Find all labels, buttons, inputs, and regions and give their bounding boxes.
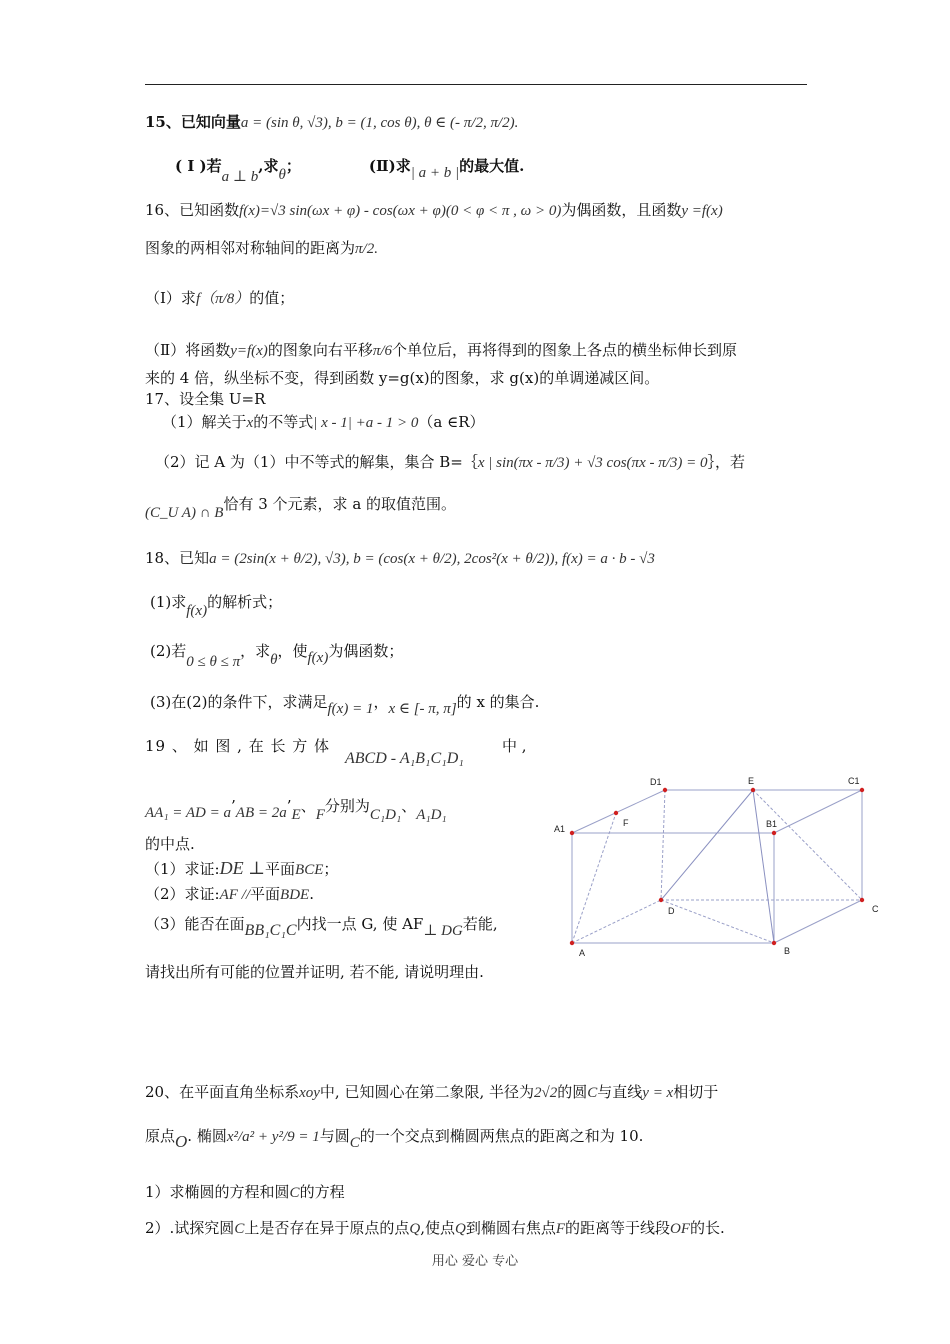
q15-theta: θ [278, 167, 286, 183]
q18-part1-label: (1)求 [150, 593, 187, 611]
q16-pi-half: π/2. [355, 241, 378, 257]
q16-shift: 的图象向右平移 [267, 341, 373, 359]
line-d-b [661, 900, 774, 943]
q20-part2-label: 2）.试探究圆 [145, 1219, 235, 1237]
q15-math: a = (sin θ, √3), b = (1, cos θ), θ ∈ (- π/2, π/2). [240, 115, 519, 131]
q16-value: 的值； [249, 289, 295, 307]
q15-ask: ,求 [258, 157, 279, 175]
q19-find-g: 内找一点 G, 使 AF [296, 915, 424, 933]
q19-plane1: 平面 [265, 860, 296, 878]
q17-three-elements: 恰有 3 个元素，求 a 的取值范围。 [223, 495, 457, 513]
line-d-e [661, 790, 753, 900]
q20-xoy: xoy [299, 1085, 320, 1101]
q20-ellipse-eq: x²/a² + y²/9 = 1 [226, 1129, 320, 1145]
q19-line1 [145, 736, 330, 756]
header-rule [145, 84, 807, 85]
q17-part2-label: （2）记 A 为（1）中不等式的解集，集合 B=｛ [155, 453, 478, 471]
q20-part1-label: 1）求椭圆的方程和圆 [145, 1183, 290, 1201]
q17-complement: (C_U A) ∩ B [145, 505, 224, 521]
q20-with-circle: 与圆 [319, 1127, 350, 1145]
q19-bce: BCE [295, 862, 324, 878]
q17-x: x [246, 415, 254, 431]
q19-p1-label: （1）求证: [145, 860, 220, 878]
label-b1: B1 [766, 819, 778, 829]
q18-part1 [150, 592, 283, 619]
point-f [614, 811, 618, 815]
q19-respectively: 分别为 [324, 797, 370, 815]
q19-f: F [315, 807, 325, 823]
q18-line1 [145, 548, 655, 569]
q16-part2-label: （Ⅱ）将函数 [145, 341, 231, 359]
q20-q2: Q [454, 1221, 466, 1237]
q19-p1 [145, 858, 338, 880]
q18-theta: θ [270, 652, 278, 668]
q20-sum: 的一个交点到椭圆两焦点的距离之和为 10. [359, 1127, 644, 1145]
q18-vectors: a = (2sin(x + θ/2), √3), b = (cos(x + θ/2), 2cos²(x + θ/2)), f(x) = a · b - √3 [209, 551, 655, 567]
line-e-c [753, 790, 862, 900]
q18-fx1: f(x) = 1 [327, 701, 374, 717]
point-b [772, 941, 776, 945]
q20-c2: C [349, 1135, 360, 1151]
label-a1: A1 [554, 824, 566, 834]
q17-part3 [145, 494, 457, 521]
q19-p2 [145, 884, 314, 905]
q18-fx: f(x) [186, 603, 208, 619]
q16-even: 为偶函数，且函数 [561, 201, 682, 219]
q16-stretch: 个单位后，再将得到的图象上各点的横坐标伸长到原 [392, 341, 738, 359]
q17-set-b: x | sin(πx - π/3) + √3 cos(πx - π/3) = 0 [477, 455, 708, 471]
edge-a-d [572, 900, 661, 943]
q18-part2 [150, 641, 404, 670]
q20-length: 的长. [690, 1219, 725, 1237]
q19-de-perp: DE ⊥ [219, 858, 266, 878]
q19-p4: 请找出所有可能的位置并证明, 若不能, 请说明理由. [145, 963, 484, 981]
q17-line1: 17、设全集 U=R [145, 390, 266, 408]
q20-part1-c: C [289, 1185, 300, 1201]
point-b1 [772, 831, 776, 835]
page-footer: 用心 爱心 专心 [431, 1254, 519, 1269]
q20-q: Q [409, 1221, 421, 1237]
q19-a1d1: A₁D₁ [416, 807, 447, 823]
q19-e: E [291, 807, 301, 823]
q20-focus: 到椭圆右焦点 [465, 1219, 556, 1237]
q17-ineq-text: 的不等式 [253, 413, 314, 431]
q20-line2 [145, 1126, 644, 1151]
q16-part2-line2: 来的 4 倍，纵坐标不变，得到函数 y=g(x)的图象，求 g(x)的单调递减区间。 [145, 369, 660, 387]
q20-part2 [145, 1218, 725, 1239]
q17-inequality: | x - 1| +a - 1 > 0 [313, 415, 419, 431]
q20-exists: 上是否存在异于原点的点 [244, 1219, 410, 1237]
q19-perp-dg: ⊥ DG [423, 923, 463, 939]
q16-f-pi8: f（π/8） [195, 291, 250, 307]
q19-cuboid: ABCD - A₁B₁C₁D₁ [345, 750, 464, 767]
q15-line2 [175, 156, 525, 185]
q20-such: ,使点 [420, 1219, 455, 1237]
q18-part2-label: (2)若 [150, 642, 187, 660]
point-a [570, 941, 574, 945]
label-b: B [784, 946, 791, 956]
q16-pi6: π/6 [372, 343, 393, 359]
q16-distance: 图象的两相邻对称轴间的距离为 [145, 239, 356, 257]
q15-max: 的最大值. [459, 157, 525, 175]
q16-part1 [145, 288, 294, 309]
label-d: D [668, 906, 675, 916]
q20-y-eq-x: y = x [642, 1085, 674, 1101]
q19-plane2: 平面 [250, 885, 281, 903]
point-a1 [570, 831, 574, 835]
edge-b-c [774, 900, 862, 943]
q17-part1-label: （1）解关于 [162, 413, 247, 431]
q16-stem: 16、已知函数 [145, 201, 240, 219]
q20-part2-c: C [234, 1221, 245, 1237]
q19-p3-label: （3）能否在面 [145, 915, 245, 933]
q19-bde: BDE [280, 887, 310, 903]
q16-line1 [145, 200, 723, 221]
q19-if-can: 若能, [462, 915, 498, 933]
q19-line2 [145, 796, 447, 823]
q19-sep3: 、 [300, 797, 316, 815]
q18-x-range: x ∈ [- π, π] [388, 701, 457, 717]
point-c [860, 898, 864, 902]
q15-abs: | a + b | [410, 165, 460, 181]
q16-function: f(x)=√3 sin(ωx + φ) - cos(ωx + φ)(0 < φ < π , ω > 0) [239, 203, 562, 219]
q17-part2 [155, 452, 745, 473]
q19-p2-end: . [309, 885, 314, 903]
q19-sep4: 、 [401, 797, 417, 815]
cuboid-figure [548, 770, 888, 970]
q16-yfx: y =f(x) [681, 203, 723, 219]
q15-part1-label: ( I )若 [175, 157, 222, 175]
q19-stem: 19 、 如 图 , 在 长 方 体 [145, 737, 331, 755]
q16-part2 [145, 340, 737, 361]
label-a: A [579, 948, 586, 958]
q17-part1 [162, 412, 484, 433]
q20-f: F [555, 1221, 565, 1237]
point-e [751, 788, 755, 792]
q17-a-real: （a ∈R） [418, 413, 485, 431]
q19-sep2: ’ [286, 797, 292, 815]
q19-bb1c1c: BB₁C₁C [244, 922, 297, 939]
q18-stem: 18、已知 [145, 549, 210, 567]
point-c1 [860, 788, 864, 792]
q15-stem: 15、已知向量 [145, 113, 241, 131]
q20-part1-eq: 的方程 [299, 1183, 345, 1201]
q19-box [345, 748, 464, 769]
q18-part3 [150, 692, 540, 717]
q19-sep1: ’ [231, 797, 236, 815]
q18-find: ，求 [240, 642, 271, 660]
q20-origin: 原点 [145, 1127, 176, 1145]
q16-line2 [145, 238, 378, 259]
line-e-b [753, 790, 774, 943]
q20-center: 中, 已知圆心在第二象限, 半径为 [319, 1083, 534, 1101]
q16-part1-label: （Ⅰ）求 [145, 289, 196, 307]
q18-such-that: ，使 [277, 642, 308, 660]
q19-p1-end: ； [323, 860, 339, 878]
edge-c1-b1 [774, 790, 862, 833]
q19-p3 [145, 914, 498, 939]
q20-o: O [175, 1132, 188, 1151]
label-f: F [623, 818, 629, 828]
label-c: C [872, 904, 879, 914]
q20-line1 [145, 1082, 718, 1103]
label-e: E [748, 776, 755, 786]
q15-part2-label: (Ⅱ)求 [368, 157, 411, 175]
q19-line3: 的中点. [145, 835, 195, 853]
q17-if: ｝，若 [707, 453, 746, 471]
q18-theta-range: 0 ≤ θ ≤ π [186, 654, 241, 670]
label-d1: D1 [650, 777, 662, 787]
q18-part3-label: (3)在(2)的条件下，求满足 [150, 693, 328, 711]
q20-circle: 的圆 [557, 1083, 588, 1101]
q19-af-parallel: AF // [219, 887, 251, 903]
q18-set: 的 x 的集合. [456, 693, 540, 711]
q18-comma: ， [373, 693, 389, 711]
q16-part2-func: y=f(x) [230, 343, 268, 359]
q20-tangent: 相切于 [673, 1083, 719, 1101]
q19-ab: AB = 2a [235, 805, 287, 821]
q20-of: OF [670, 1221, 691, 1237]
edge-d1-d [661, 790, 665, 900]
edge-a1-d1 [572, 790, 665, 833]
q19-aa1: AA₁ = AD = a [145, 805, 232, 821]
point-d1 [663, 788, 667, 792]
q19-in: 中 , [502, 737, 527, 755]
q20-radius: 2√2 [534, 1085, 558, 1101]
q19-p2-label: （2）求证: [145, 885, 220, 903]
q20-stem: 20、在平面直角坐标系 [145, 1083, 300, 1101]
point-d [659, 898, 663, 902]
q18-fx-even: f(x) [307, 650, 329, 666]
label-c1: C1 [848, 776, 860, 786]
q18-even: 为偶函数； [328, 642, 404, 660]
q15-line1 [145, 112, 518, 133]
q20-c: C [587, 1085, 598, 1101]
q20-part1 [145, 1182, 345, 1203]
q18-analytic: 的解析式； [207, 593, 283, 611]
q20-equal: 的距离等于线段 [565, 1219, 671, 1237]
q20-line: 与直线 [597, 1083, 643, 1101]
q15-perp: a ⊥ b [221, 169, 259, 185]
q20-ellipse: . 椭圆 [187, 1127, 227, 1145]
q19-c1d1: C₁D₁ [369, 807, 402, 823]
q15-semicolon: ； [285, 157, 301, 175]
